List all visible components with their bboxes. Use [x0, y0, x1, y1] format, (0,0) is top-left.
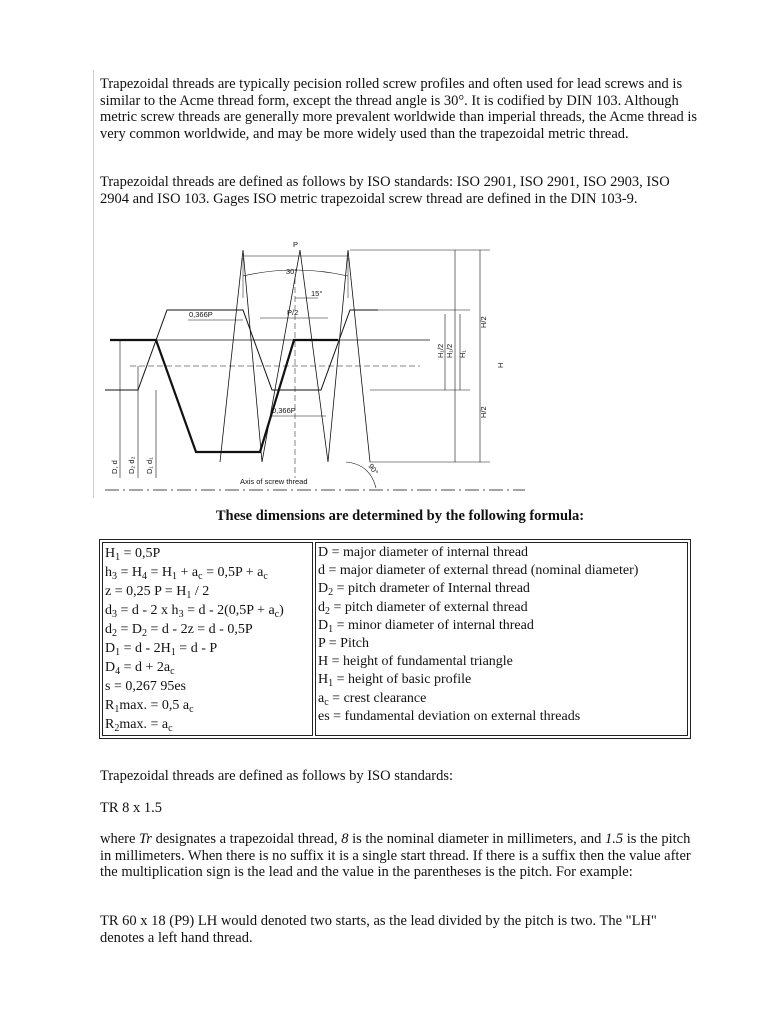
formula-table — [99, 539, 691, 739]
formula-line: $D_4 = d + 2a_c$ — [105, 660, 175, 677]
thread-profile-bold — [110, 340, 338, 452]
label-h-half-top: H/2 — [479, 316, 488, 328]
formula-heading: These dimensions are determined by the following formula: — [215, 508, 585, 524]
definition-line: $d_2$ = pitch diameter of external thread — [318, 599, 528, 617]
iso-standards-paragraph: Trapezoidal threads are defined as follows by ISO standards: ISO 2901, ISO 2901, ISO 2903, ISO 2904 and ISO 103. Gages ISO metric trapezoidal screw thread are defined in the DIN 103-9. — [100, 174, 670, 207]
formula-line: $d_3 = d - 2$ x $h_3 = d - 2(0,5P + a_c)$ — [105, 603, 284, 620]
label-angle-15: 15° — [311, 289, 323, 298]
thread-profile — [105, 310, 378, 390]
label-p: P — [293, 240, 299, 249]
label-h1-half-a: H₁/2 — [436, 343, 445, 358]
intro-paragraph: Trapezoidal threads are typically pecision rolled screw profiles and often used for lead screws and is similar to the Acme thread form, except the thread angle is 30°. It is codified by DIN 103. Although metric screw threads are generally more prevalent worldwide than imperial threads, the Acme thread is very common worldwide, and may be more widely used than the trapezoidal metric thread. — [100, 76, 698, 142]
left-margin-rule — [93, 70, 94, 498]
definition-line: H = height of fundamental triangle — [318, 654, 513, 670]
definition-line: $a_c$ = crest clearance — [318, 690, 427, 708]
designation-explanation: where Tr designates a trapezoidal thread, 8 is the nominal diameter in millimeters, and 1.5 is the pitch in millimeters. When there is no suffix it is a single start thread. If there is a suffix then the value after the multiplication sign is the lead and the value in the parentheses is the pitch. For example: — [100, 831, 691, 881]
label-h: H — [496, 362, 505, 368]
label-h1: H₁ — [458, 350, 467, 358]
formula-line: $d_2 = D_2 = d - 2z = d - 0,5P$ — [105, 622, 253, 639]
label-dim-d: D, d — [110, 460, 119, 474]
formula-column — [102, 542, 313, 736]
example-designation: TR 8 x 1.5 — [100, 800, 163, 816]
definition-line: es = fundamental deviation on external threads — [318, 708, 581, 724]
left-hand-example: TR 60 x 18 (P9) LH would denoted two starts, as the lead divided by the pitch is two. The "LH" denotes a left hand thread. — [100, 913, 657, 946]
label-dim-d1: D₁ d₁ — [145, 457, 154, 474]
definition-line: $D_1$ = minor diameter of internal thread — [318, 617, 534, 635]
definition-line: d = major diameter of external thread (nominal diameter) — [318, 563, 639, 579]
formula-line: $R_1\max$. = 0,5 $a_c$ — [105, 698, 194, 715]
label-h1-half-b: H₁/2 — [445, 343, 454, 358]
definition-line: D = major diameter of internal thread — [318, 545, 529, 560]
trapezoidal-thread-diagram — [100, 238, 530, 498]
definition-column — [315, 542, 688, 736]
label-h-half-bottom: H/2 — [479, 406, 488, 418]
label-axis: Axis of screw thread — [240, 477, 308, 486]
formula-line: z = 0,25 $P = H_1 / 2$ — [105, 584, 210, 601]
formula-line: s = 0,267 95es — [105, 679, 187, 694]
formula-line: $h_3 = H_4 = H_1 + a_c = 0,5P + a_c$ — [105, 565, 268, 582]
formula-line: $H_1 = 0,5P$ — [105, 546, 161, 563]
label-p-half: P/2 — [287, 308, 299, 317]
iso-standards-paragraph-2: Trapezoidal threads are defined as follows by ISO standards: — [100, 768, 454, 784]
definition-line: $H_1$ = height of basic profile — [318, 672, 472, 690]
label-0366p-bottom: 0,366P — [272, 406, 296, 415]
label-angle-90: 90° — [366, 461, 381, 477]
formula-line: $R_2\max$. = $a_c$ — [105, 717, 173, 734]
formula-line: $D_1 = d - 2H_1 = d - P$ — [105, 641, 218, 658]
label-0366p-top: 0,366P — [189, 310, 213, 319]
definition-line: $D_2$ = pitch drameter of Internal thread — [318, 581, 530, 599]
label-angle-30: 30° — [286, 267, 298, 276]
definition-line: P = Pitch — [318, 636, 369, 652]
label-dim-d2: D₂ d₂ — [127, 456, 136, 474]
